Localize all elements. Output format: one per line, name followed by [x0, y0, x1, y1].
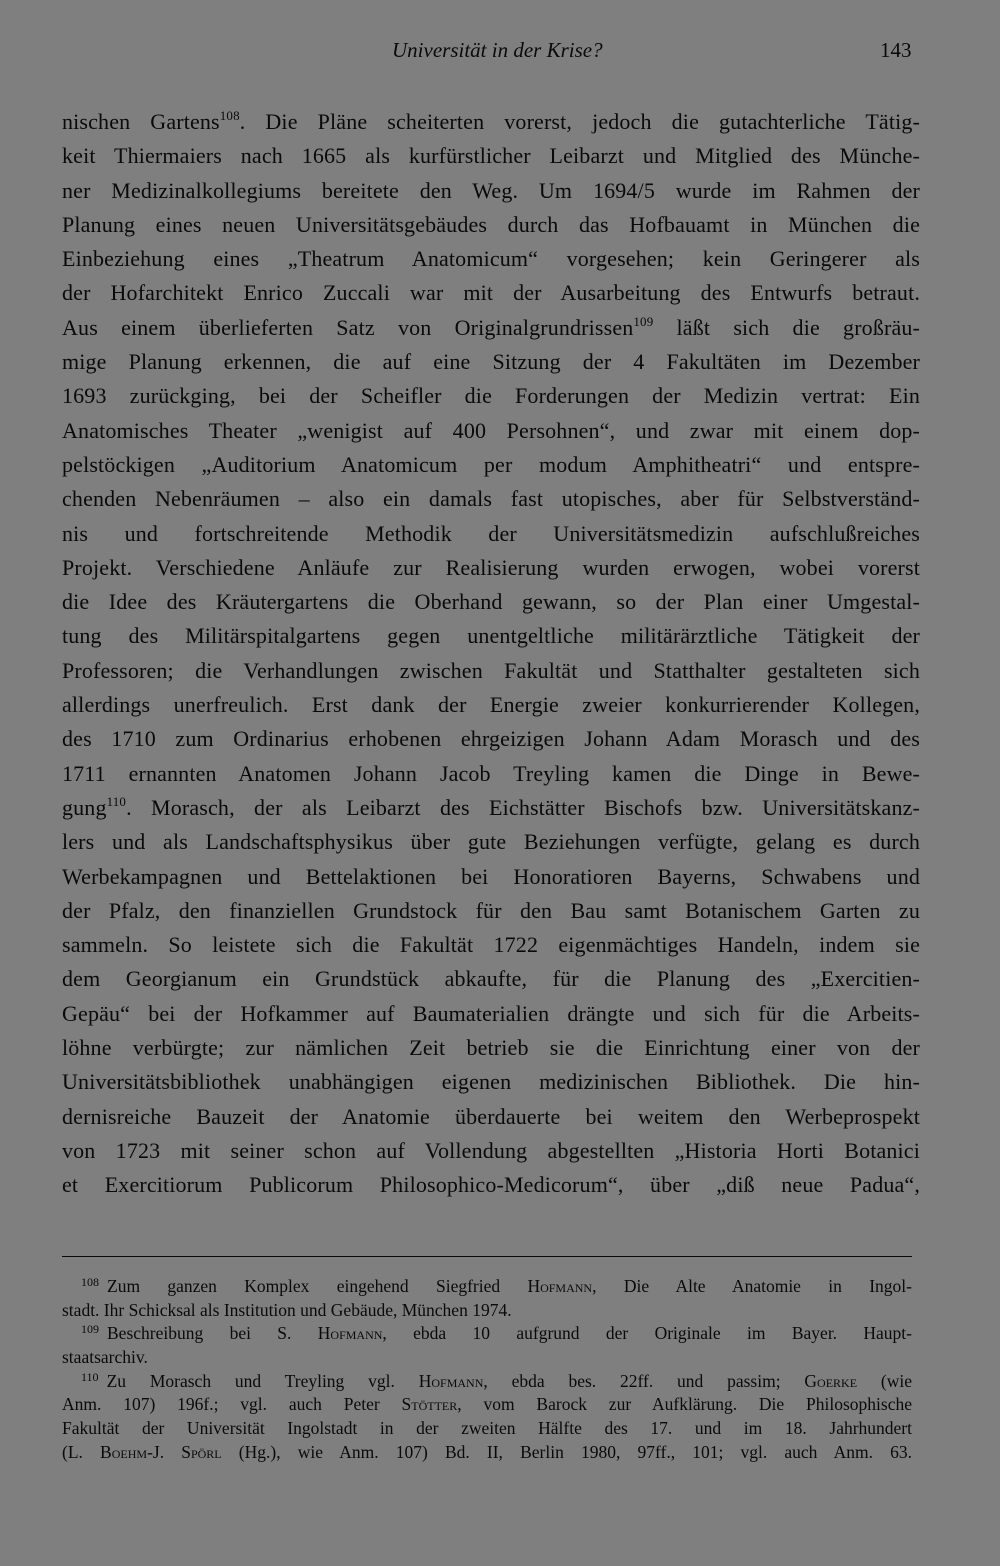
footnote-mark: 109 [81, 1322, 99, 1337]
running-title: Universität in der Krise? [392, 38, 603, 62]
footnote-rule [62, 1256, 912, 1257]
body-line: der Hofarchitekt Enrico Zuccali war mit der Ausarbeitung des Entwurfs betraut. [62, 280, 920, 306]
author-name: Hofmann [418, 1370, 484, 1391]
body-line: lers und als Landschaftsphysikus über gute Beziehungen verfügte, gelang es durch [62, 829, 920, 855]
text-run: Beschreibung bei S. [107, 1323, 318, 1344]
footnote-line: Fakultät der Universität Ingolstadt in der zweiten Hälfte des 17. und im 18. Jahrhundert [62, 1418, 912, 1439]
text-run: nischen Gartens [62, 109, 220, 134]
body-text [62, 105, 920, 1203]
body-line: pelstöckigen „Auditorium Anatomicum per modum Amphitheatri“ und entspre- [62, 451, 920, 477]
body-line: Werbekampagnen und Bettelaktionen bei Honoratioren Bayerns, Schwabens und [62, 863, 920, 889]
body-line: mige Planung erkennen, die auf eine Sitzung der 4 Fakultäten im Dezember [62, 349, 920, 375]
body-line: löhne verbürgte; zur nämlichen Zeit betrieb sie die Einrichtung einer von der [62, 1035, 920, 1061]
footnote-line: stadt. Ihr Schicksal als Institution und Gebäude, München 1974. [62, 1299, 512, 1320]
footnote-ref: 109 [633, 313, 654, 329]
body-line: des 1710 zum Ordinarius erhobenen ehrgeizigen Johann Adam Morasch und des [62, 726, 920, 752]
body-line [62, 311, 920, 345]
footnote-ref: 110 [106, 793, 127, 809]
text-run: läßt sich die großräu- [653, 314, 920, 340]
body-line: allerdings unerfreulich. Erst dank der Energie zweier konkurrierender Kollegen, [62, 692, 920, 718]
text-run: (Hg.), wie Anm. 107) Bd. II, Berlin 1980, 97ff., 101; vgl. auch Anm. 63. [221, 1441, 912, 1462]
page-number: 143 [880, 38, 912, 62]
text-run: . Morasch, der als Leibarzt des Eichstätter Bischofs bzw. Universitätskanz- [126, 794, 920, 820]
body-line: ner Medizinalkollegiums bereitete den Weg. Um 1694/5 wurde im Rahmen der [62, 177, 920, 203]
footnote-108 [62, 1275, 912, 1299]
body-line: Einbeziehung eines „Theatrum Anatomicum“ vorgesehen; kein Geringerer als [62, 246, 920, 272]
body-line: nis und fortschreitende Methodik der Universitätsmedizin aufschlußreiches [62, 520, 920, 546]
text-run: (wie [857, 1370, 912, 1391]
footnote-mark: 108 [81, 1275, 99, 1289]
body-line: Projekt. Verschiedene Anläufe zur Realisierung wurden erwogen, wobei vorerst [62, 554, 920, 580]
text-run: (L. [62, 1441, 101, 1462]
body-line: die Idee des Kräutergartens die Oberhand gewann, so der Plan einer Umgestal- [62, 589, 920, 615]
text-run: Aus einem überlieferten Satz von Originalgrundrissen [62, 314, 634, 340]
body-line: der Pfalz, den finanziellen Grundstock für den Bau samt Botanischem Garten zu [62, 897, 920, 923]
author-name: Stötter [401, 1394, 458, 1415]
body-line: et Exercitiorum Publicorum Philosophico-Medicorum“, über „diß neue Padua“, [62, 1172, 920, 1198]
text-run: Anm. 107) 196f.; vgl. auch Peter [62, 1394, 402, 1415]
footnote-mark: 110 [81, 1369, 99, 1384]
footnote-line: staatsarchiv. [62, 1347, 148, 1368]
text-run: Zum ganzen Komplex eingehend Siegfried [107, 1276, 528, 1296]
body-line: chenden Nebenräumen – also ein damals fast utopisches, aber für Selbstverständ- [62, 486, 920, 512]
footnote-110 [62, 1370, 912, 1394]
text-run: , vom Barock zur Aufklärung. Die Philosophische [457, 1394, 912, 1415]
text-run: gung [62, 794, 107, 820]
text-run: , ebda 10 aufgrund der Originale im Bayer. Haupt- [382, 1323, 912, 1344]
text-run: . Die Pläne scheiterten vorerst, jedoch die gutachterliche Tätig- [239, 109, 920, 134]
text-run: Zu Morasch und Treyling vgl. [106, 1370, 419, 1391]
body-line: Planung eines neuen Universitätsgebäudes durch das Hofbauamt in München die [62, 211, 920, 237]
text-run: , Die Alte Anatomie in Ingol- [592, 1276, 912, 1296]
body-line: Gepäu“ bei der Hofkammer auf Baumaterialien drängte und sich für die Arbeits- [62, 1000, 920, 1026]
body-line: 1693 zurückging, bei der Scheifler die Forderungen der Medizin vertrat: Ein [62, 383, 920, 409]
footnotes [62, 1275, 912, 1465]
author-name: Goerke [804, 1370, 858, 1391]
footnote-line [62, 1393, 912, 1417]
text-run: , ebda bes. 22ff. und passim; [483, 1370, 805, 1391]
body-line: Professoren; die Verhandlungen zwischen Fakultät und Statthalter gestalteten sich [62, 657, 920, 683]
author-name: Spörl [181, 1441, 222, 1462]
author-name: Hofmann [317, 1323, 383, 1344]
body-line: dem Georgianum ein Grundstück abkaufte, für die Planung des „Exercitien- [62, 966, 920, 992]
text-run: -J. [147, 1441, 182, 1462]
footnote-line [62, 1441, 912, 1465]
body-line: Universitätsbibliothek unabhängigen eigenen medizinischen Bibliothek. Die hin- [62, 1069, 920, 1095]
author-name: Hofmann [527, 1276, 593, 1296]
body-line: 1711 ernannten Anatomen Johann Jacob Treyling kamen die Dinge in Bewe- [62, 760, 920, 786]
footnote-ref: 108 [219, 108, 240, 123]
body-line: keit Thiermaiers nach 1665 als kurfürstlicher Leibarzt und Mitglied des Münche- [62, 143, 920, 169]
body-line: Anatomisches Theater „wenigist auf 400 Persohnen“, und zwar mit einem dop- [62, 417, 920, 443]
body-line [62, 791, 920, 825]
body-line: von 1723 mit seiner schon auf Vollendung abgestellten „Historia Horti Botanici [62, 1137, 920, 1163]
body-line [62, 105, 920, 139]
author-name: Boehm [100, 1441, 148, 1462]
body-line: tung des Militärspitalgartens gegen unentgeltliche militärärztliche Tätigkeit der [62, 623, 920, 649]
footnote-109 [62, 1322, 912, 1346]
body-line: sammeln. So leistete sich die Fakultät 1722 eigenmächtiges Handeln, indem sie [62, 932, 920, 958]
body-line: dernisreiche Bauzeit der Anatomie überdauerte bei weitem den Werbeprospekt [62, 1103, 920, 1129]
